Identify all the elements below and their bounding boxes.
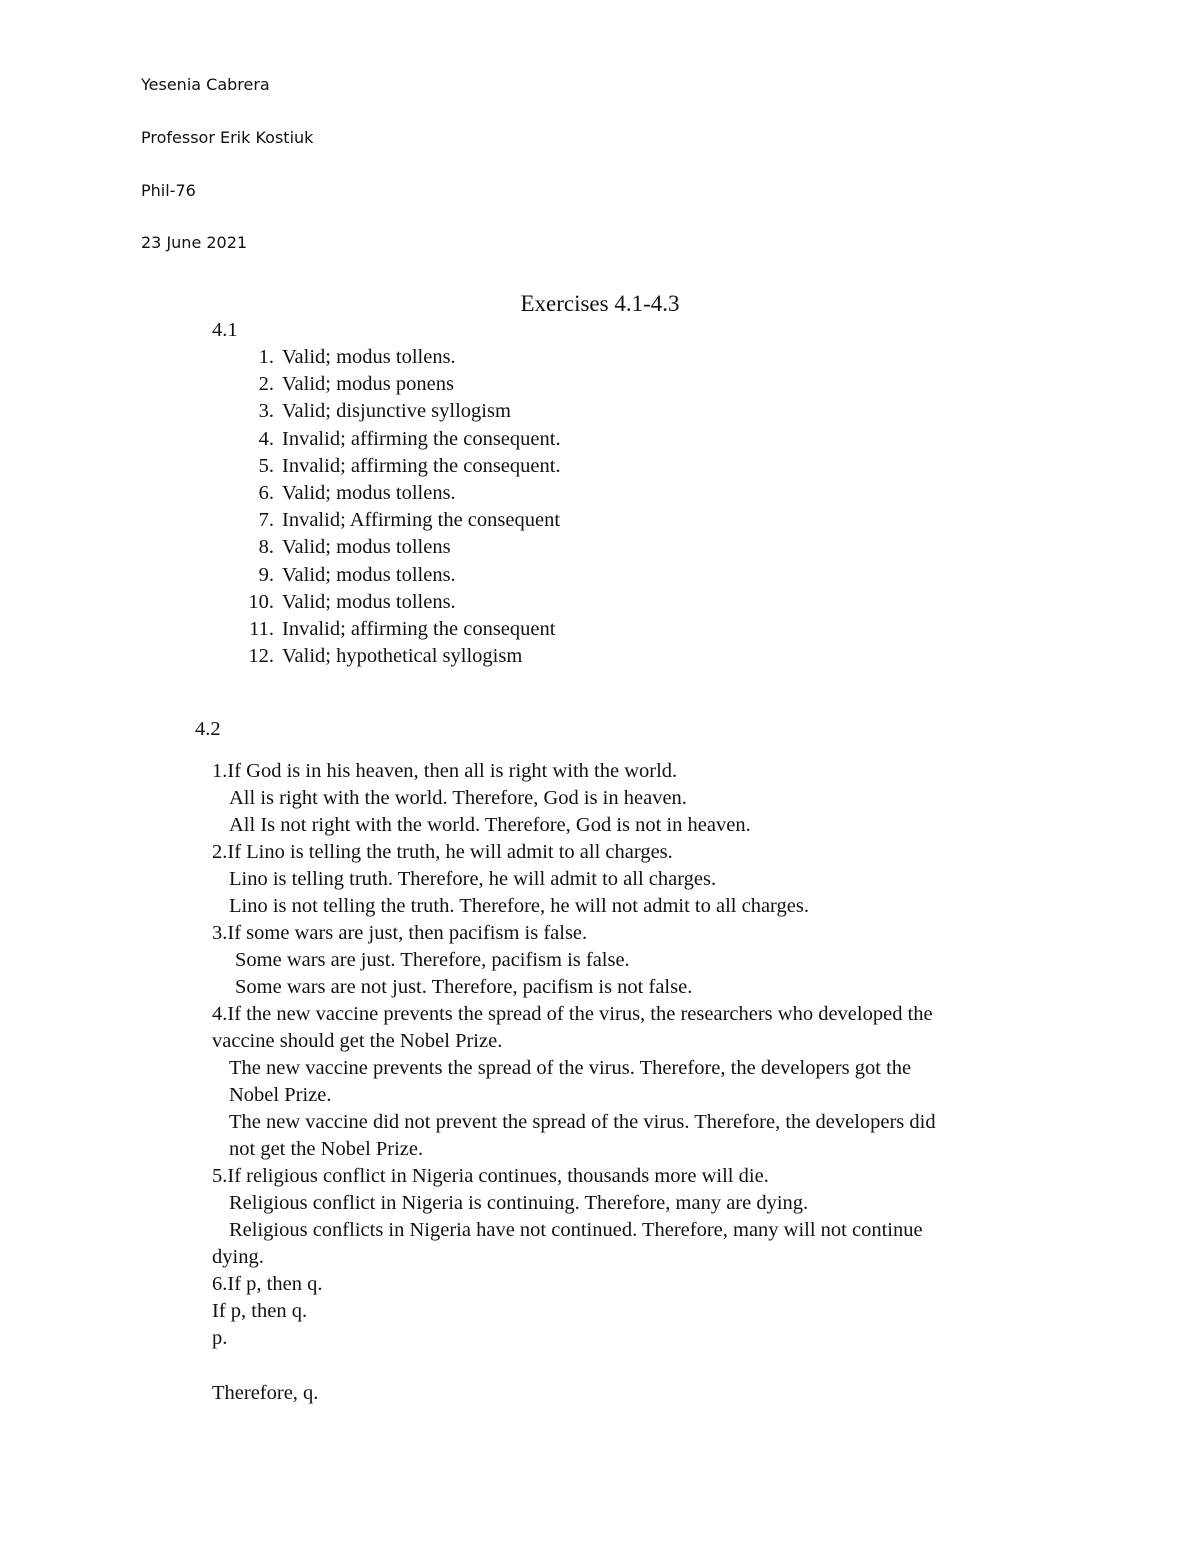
argument-line: Religious conflicts in Nigeria have not continued. Therefore, many will not continue bbox=[229, 1219, 923, 1241]
list-item-text: Valid; modus tollens. bbox=[282, 346, 456, 368]
list-item-number: 4. bbox=[258, 427, 274, 450]
list-item bbox=[239, 480, 561, 507]
list-item bbox=[239, 398, 561, 425]
argument-line: not get the Nobel Prize. bbox=[229, 1138, 424, 1160]
argument-line: dying. bbox=[212, 1246, 264, 1268]
argument-line: 6.If p, then q. bbox=[212, 1273, 323, 1295]
list-item bbox=[239, 616, 561, 643]
argument-line: The new vaccine prevents the spread of the virus. Therefore, the developers got the bbox=[229, 1057, 912, 1079]
argument-line: Religious conflict in Nigeria is continuing. Therefore, many are dying. bbox=[229, 1192, 809, 1214]
list-item-text: Valid; modus tollens. bbox=[282, 563, 456, 586]
argument-line: 3.If some wars are just, then pacifism is false. bbox=[212, 922, 588, 944]
document-date: 23 June 2021 bbox=[141, 233, 248, 252]
argument-line: All Is not right with the world. Therefore, God is not in heaven. bbox=[229, 814, 751, 836]
list-item-number: 2. bbox=[258, 373, 274, 396]
list-item-number: 10. bbox=[248, 590, 274, 613]
list-item-number: 6. bbox=[258, 481, 274, 504]
argument-line: Some wars are just. Therefore, pacifism is false. bbox=[235, 949, 630, 971]
section-41-list bbox=[239, 344, 561, 670]
list-item-number: 5. bbox=[258, 454, 274, 477]
list-item-text: Invalid; affirming the consequent. bbox=[282, 454, 561, 477]
argument-line: Nobel Prize. bbox=[229, 1084, 332, 1106]
argument-line: p. bbox=[212, 1327, 228, 1349]
argument-line: 4.If the new vaccine prevents the spread of the virus, the researchers who developed the bbox=[212, 1003, 933, 1025]
list-item-text: Invalid; affirming the consequent. bbox=[282, 427, 561, 450]
list-item-text: Invalid; Affirming the consequent bbox=[282, 509, 561, 532]
argument-line: 2.If Lino is telling the truth, he will admit to all charges. bbox=[212, 841, 673, 863]
list-item-number: 7. bbox=[258, 509, 274, 532]
list-item-number: 9. bbox=[258, 563, 274, 586]
argument-line: Lino is not telling the truth. Therefore, he will not admit to all charges. bbox=[229, 895, 809, 917]
argument-line: The new vaccine did not prevent the spread of the virus. Therefore, the developers did bbox=[229, 1111, 936, 1133]
list-item bbox=[239, 453, 561, 480]
list-item-number: 12. bbox=[248, 645, 274, 668]
list-item-text: Valid; modus tollens. bbox=[282, 590, 456, 613]
list-item-number: 8. bbox=[258, 536, 274, 559]
list-item-text: Valid; hypothetical syllogism bbox=[282, 645, 523, 668]
list-item-number: 11. bbox=[249, 617, 274, 640]
argument-line: If p, then q. bbox=[212, 1300, 308, 1322]
section-42-label: 4.2 bbox=[195, 718, 221, 740]
argument-line: Therefore, q. bbox=[212, 1382, 319, 1404]
list-item-text: Valid; modus tollens bbox=[282, 536, 451, 559]
list-item bbox=[239, 643, 561, 670]
student-name: Yesenia Cabrera bbox=[141, 75, 270, 94]
list-item-text: Valid; disjunctive syllogism bbox=[282, 400, 511, 423]
list-item-number: 1. bbox=[258, 346, 274, 368]
professor-name: Professor Erik Kostiuk bbox=[141, 128, 314, 147]
list-item bbox=[239, 344, 561, 371]
course-code: Phil-76 bbox=[141, 181, 196, 200]
section-41-label: 4.1 bbox=[212, 319, 238, 341]
list-item bbox=[239, 507, 561, 534]
list-item bbox=[239, 534, 561, 561]
list-item bbox=[239, 562, 561, 589]
argument-line: All is right with the world. Therefore, God is in heaven. bbox=[229, 787, 687, 809]
list-item bbox=[239, 589, 561, 616]
argument-line: Lino is telling truth. Therefore, he will admit to all charges. bbox=[229, 868, 717, 890]
argument-line: vaccine should get the Nobel Prize. bbox=[212, 1030, 503, 1052]
list-item-text: Valid; modus ponens bbox=[282, 373, 454, 396]
list-item-number: 3. bbox=[258, 400, 274, 423]
list-item-text: Invalid; affirming the consequent bbox=[282, 617, 556, 640]
list-item-text: Valid; modus tollens. bbox=[282, 481, 456, 504]
list-item bbox=[239, 426, 561, 453]
list-item bbox=[239, 371, 561, 398]
argument-line: Some wars are not just. Therefore, pacifism is not false. bbox=[235, 976, 693, 998]
argument-line: 1.If God is in his heaven, then all is right with the world. bbox=[212, 760, 678, 782]
page-title: Exercises 4.1-4.3 bbox=[520, 291, 680, 316]
argument-line: 5.If religious conflict in Nigeria continues, thousands more will die. bbox=[212, 1165, 769, 1187]
